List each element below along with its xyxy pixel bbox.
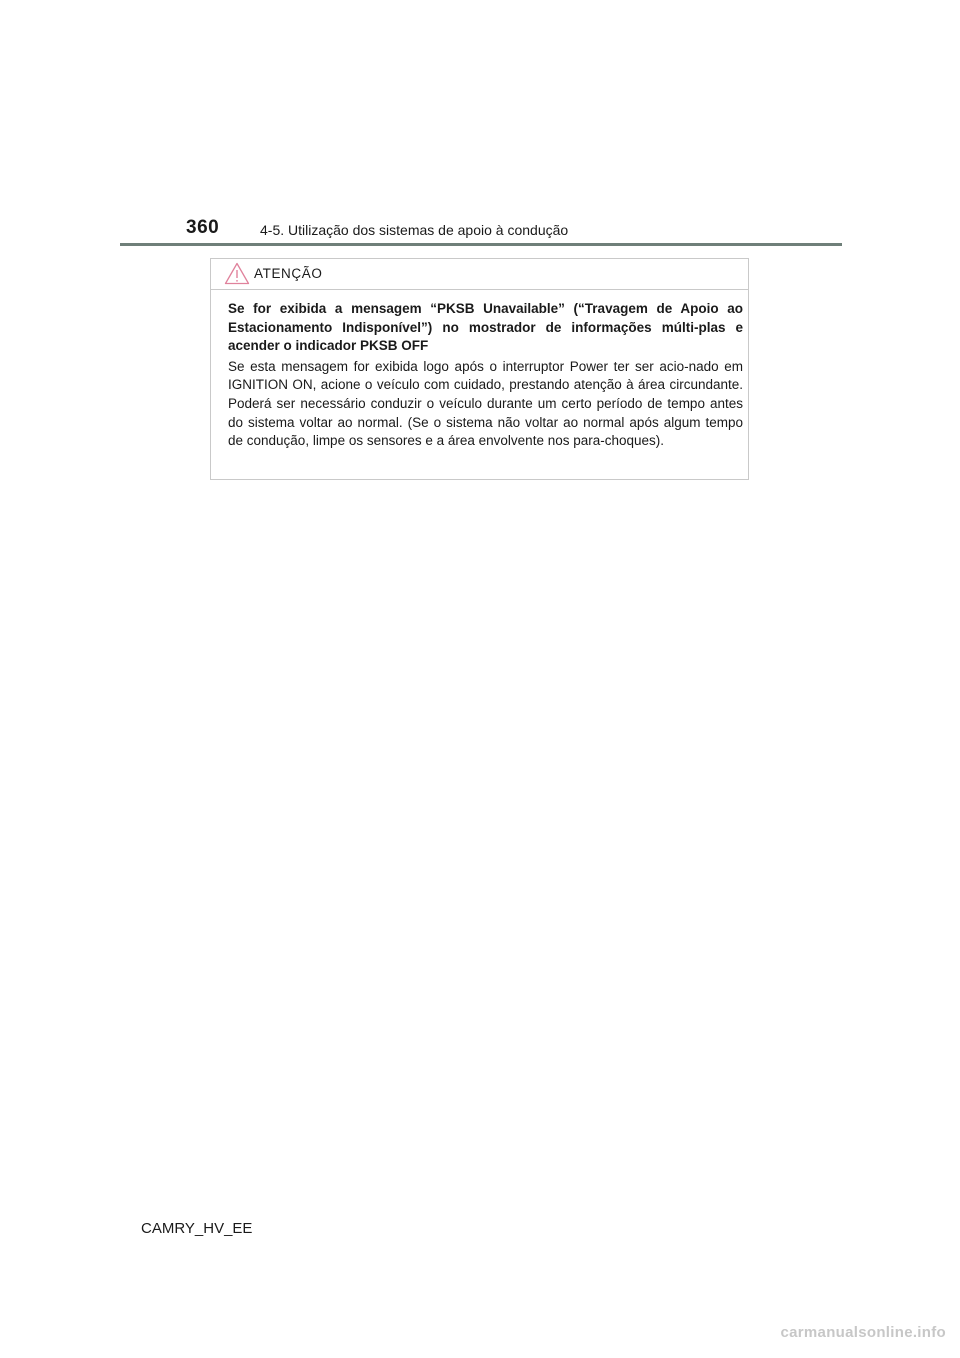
- header-rule: [120, 243, 842, 246]
- page-number: 360: [186, 217, 220, 238]
- warning-content: [228, 300, 743, 451]
- footer-code: CAMRY_HV_EE: [141, 1220, 253, 1237]
- warning-text: Se esta mensagem for exibida logo após o interruptor Power ter ser acio-nado em IGNITION ON, acione o veículo com cuidado, prestando atenção à área circundante. Poderá ser necessário conduzir o veículo durante um certo período de tempo antes do sistema voltar ao normal. (Se o sistema não voltar ao normal após algum tempo de condução, limpe os sensores e a área envolvente nos para-choques).: [228, 358, 743, 449]
- warning-box: [210, 258, 749, 480]
- warning-label: ATENÇÃO: [254, 266, 323, 281]
- warning-triangle-icon: [224, 262, 250, 285]
- section-title: 4-5. Utilização dos sistemas de apoio à condução: [260, 222, 569, 238]
- warning-header: [211, 259, 748, 290]
- watermark-text: carmanualsonline.info: [780, 1324, 946, 1341]
- warning-heading: Se for exibida a mensagem “PKSB Unavailable” (“Travagem de Apoio ao Estacionamento Indisponível”) no mostrador de informações múlti-plas e acender o indicador PKSB OFF: [228, 301, 743, 354]
